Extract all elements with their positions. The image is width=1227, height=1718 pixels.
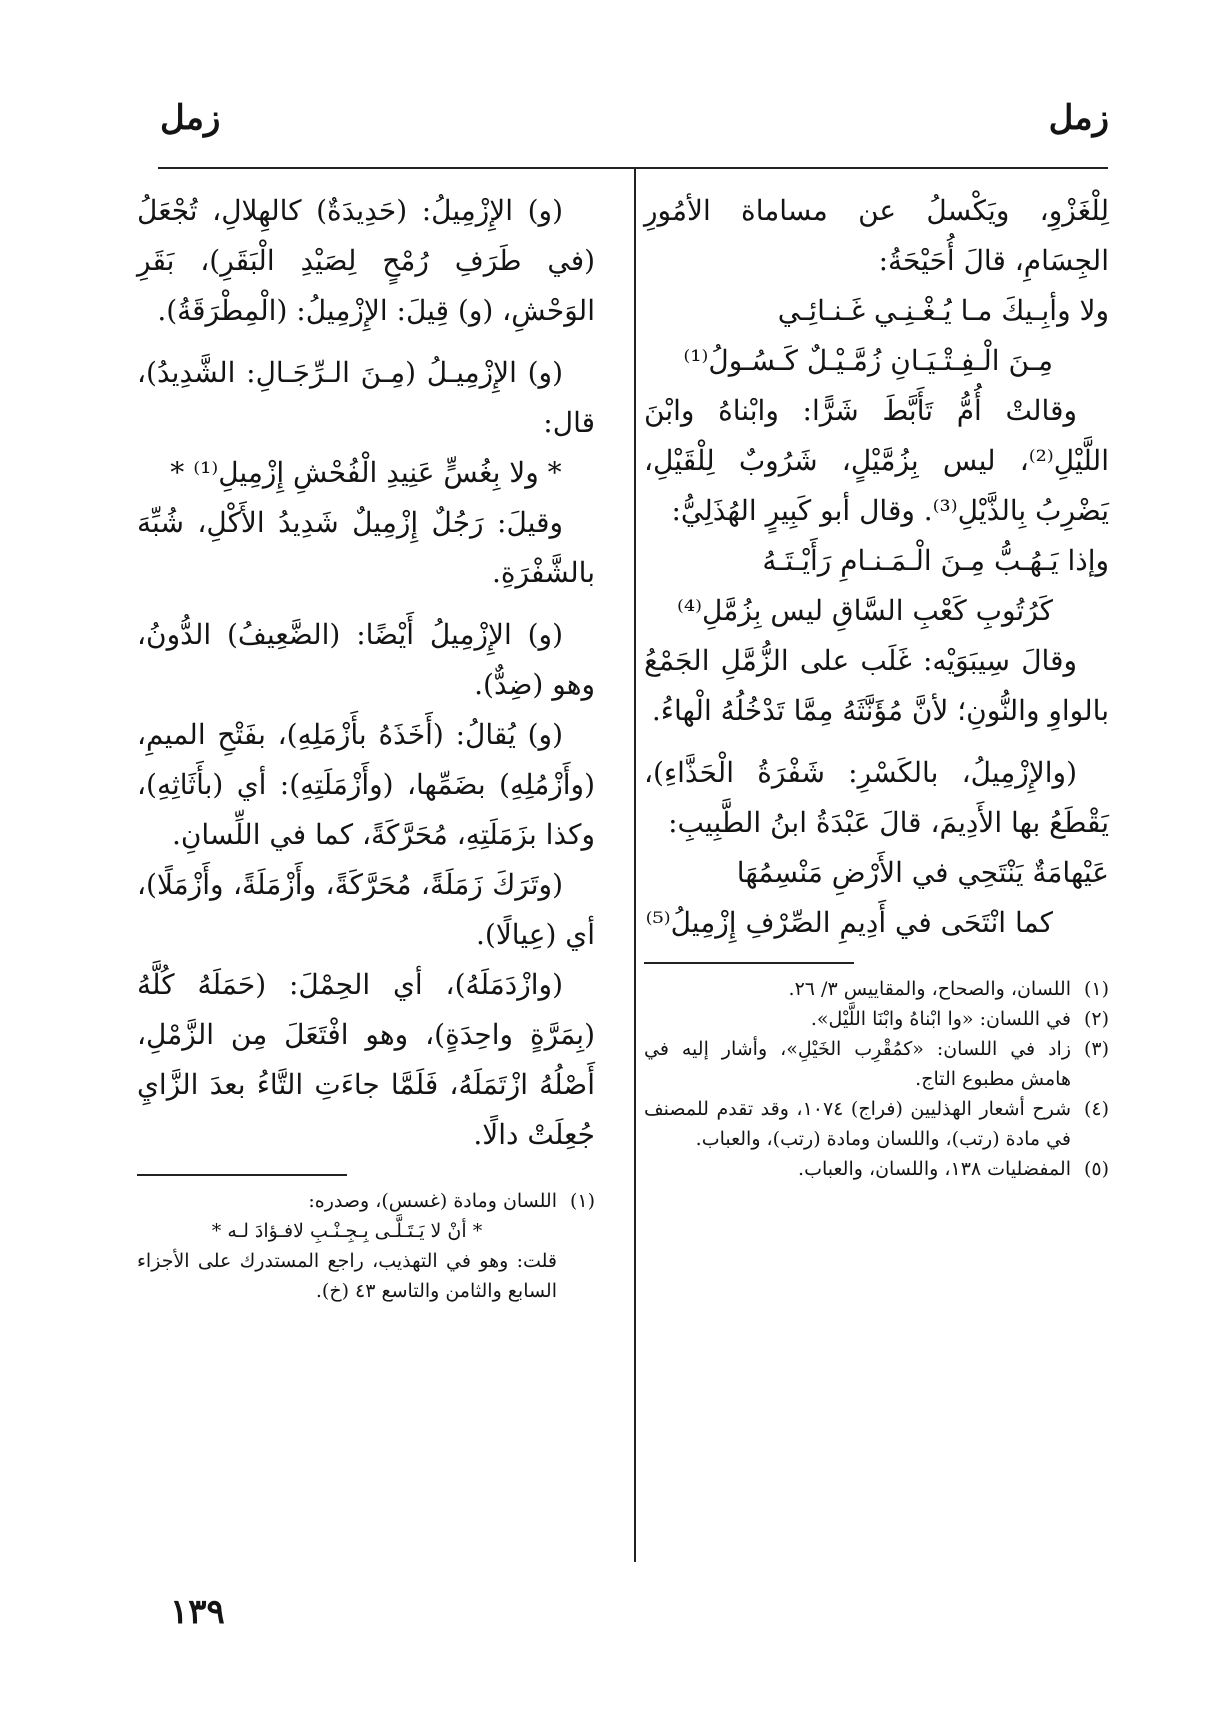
footnote-verse: * أنْ لا يَـتَـلَّـى بِـجِـنْـبِ لافـؤادَ لـه * bbox=[211, 1220, 483, 1242]
left-column bbox=[137, 186, 595, 1306]
footnote: (٤)شرح أشعار الهذليين (فراج) ١٠٧٤، وقد تقدم للمصنف في مادة (رتب)، واللسان ومادة (رتب)، والعباب. bbox=[644, 1098, 1109, 1150]
footnote-continuation: قلت: وهو في التهذيب، راجع المستدرك على الأجزاء السابع والثامن والتاسع ٤٣ (خ). bbox=[137, 1250, 557, 1302]
paragraph: (وازْدَمَلَهُ)، أي الحِمْلَ: (حَمَلَهُ كُلَّهُ (بِمَرَّةٍ واحِدَةٍ)، وهو افْتَعَلَ مِن الزَّمْلِ، أَصْلُهُ ازْتَمَلَهُ، فَلَمَّا جاءَتِ التَّاءُ بعدَ الزَّايِ جُعِلَتْ دالًا. bbox=[137, 968, 595, 1151]
footnote: (٢)في اللسان: «وا ابْناهُ وابْنَا اللَّيْل». bbox=[810, 1008, 1109, 1030]
column-divider bbox=[634, 167, 636, 1562]
paragraph: وقالتْ أُمُّ تَأَبَّطَ شَرًّا: وابْناهُ وابْنَ اللَّيْلِ⁽²⁾، ليس بِزُمَّيْلٍ، شَرُوبٌ لِلْقَيْلِ، يَضْرِبُ بِالذَّيْلِ⁽³⁾. وقال أبو كَبِيرٍ الهُذَلِيُّ: bbox=[644, 394, 1109, 527]
verse-line: * ولا بِغُسٍّ عَنِيدِ الْفُحْشِ إِزْمِيلِ⁽¹⁾ * bbox=[170, 456, 562, 489]
paragraph: (و) يُقالُ: (أَخَذَهُ بأَزْمَلِهِ)، بفَتْحِ الميمِ، (وأَزْمُلِهِ) بضَمِّها، (وأَزْمَلَتِهِ): أي (بأَثَاثِهِ)، وكذا بزَمَلَتِهِ، مُحَرَّكَةً، كما في اللِّسانِ. bbox=[137, 718, 595, 851]
verse-hemistich: كما انْتَحَى في أَدِيمِ الصِّرْفِ إِزْمِيلُ⁽⁵⁾ bbox=[645, 906, 1053, 939]
paragraph: (و) الإِزْمِيلُ أَيْضًا: (الضَّعِيفُ) الدُّونُ، وهو (ضِدٌّ). bbox=[137, 618, 595, 701]
header-keyword-left: زمل bbox=[160, 98, 221, 138]
footnote: (١)اللسان ومادة (غسس)، وصدره: bbox=[308, 1190, 595, 1212]
paragraph: وقالَ سِيبَوَيْه: غَلَب على الزُّمَّلِ الجَمْعُ بالواوِ والنُّونِ؛ لأنَّ مُؤَنَّثَهُ مِمَّا تَدْخُلُهُ الْهاءُ. bbox=[644, 644, 1109, 727]
paragraph: (و) الإِزْمِيلُ: (حَدِيدَةٌ) كالهِلالِ، تُجْعَلُ (في طَرَفِ رُمْحٍ لِصَيْدِ الْبَقَرِ)، بَقَرِ الوَحْشِ، (و) قِيلَ: الإِزْمِيلُ: (الْمِطْرَقَةُ). bbox=[137, 194, 595, 327]
footnote-rule bbox=[644, 962, 854, 964]
verse-hemistich: وإذا يَـهُـبُّ مِـنَ الْـمَـنـامِ رَأَيْـتَـهُ bbox=[762, 544, 1109, 577]
verse-hemistich: ولا وأبِـيكَ مـا يُـغْـنِـي غَـنـائِـي bbox=[777, 294, 1109, 327]
paragraph: (و) الإِزْمِيـلُ (مِـنَ الـرِّجَـالِ: الشَّدِيدُ)، قال: bbox=[137, 356, 595, 439]
verse-hemistich: مِـنَ الْـفِـتْـيَـانِ زُمَّـيْـلٌ كَـسُـولُ⁽¹⁾ bbox=[683, 344, 1053, 377]
footnote: (٣)زاد في اللسان: «كمُقْرِب الخَيْلِ»، وأشار إليه في هامش مطبوع التاج. bbox=[644, 1038, 1109, 1090]
header-keyword-right: زمل bbox=[1048, 98, 1109, 138]
page-number: ١٣٩ bbox=[170, 1592, 225, 1632]
right-column bbox=[644, 186, 1109, 1184]
footnote-rule bbox=[137, 1174, 347, 1176]
verse-hemistich: عَيْهامَةٌ يَنْتَحِي في الأَرْضِ مَنْسِمُهَا bbox=[736, 856, 1109, 889]
paragraph: لِلْغَزْوِ، ويَكْسلُ عن مساماة الأمُورِ الجِسَامِ، قالَ أُحَيْحَةُ: bbox=[644, 194, 1109, 277]
paragraph: (والإِزْمِيلُ، بالكَسْرِ: شَفْرَةُ الْحَذَّاءِ)، يَقْطَعُ بها الأَدِيمَ، قالَ عَبْدَةُ ابنُ الطَّبِيبِ: bbox=[644, 756, 1109, 839]
footnote: (٥)المفضليات ١٣٨، واللسان، والعباب. bbox=[798, 1158, 1109, 1180]
header-rule bbox=[158, 167, 1108, 169]
paragraph: وقيلَ: رَجُلٌ إِزْمِيلٌ شَدِيدُ الأَكْلِ، شُبِّهَ بالشَّفْرَةِ. bbox=[137, 506, 595, 589]
verse-hemistich: كَرُتُوبِ كَعْبِ السَّاقِ ليس بِزُمَّلِ⁽⁴⁾ bbox=[677, 594, 1053, 627]
paragraph: (وتَرَكَ زَمَلَةً، مُحَرَّكَةً، وأَزْمَلَةً، وأَزْمَلًا)، أي (عِيالًا). bbox=[137, 868, 595, 951]
footnote: (١)اللسان، والصحاح، والمقاييس ٣/ ٢٦. bbox=[788, 978, 1109, 1000]
